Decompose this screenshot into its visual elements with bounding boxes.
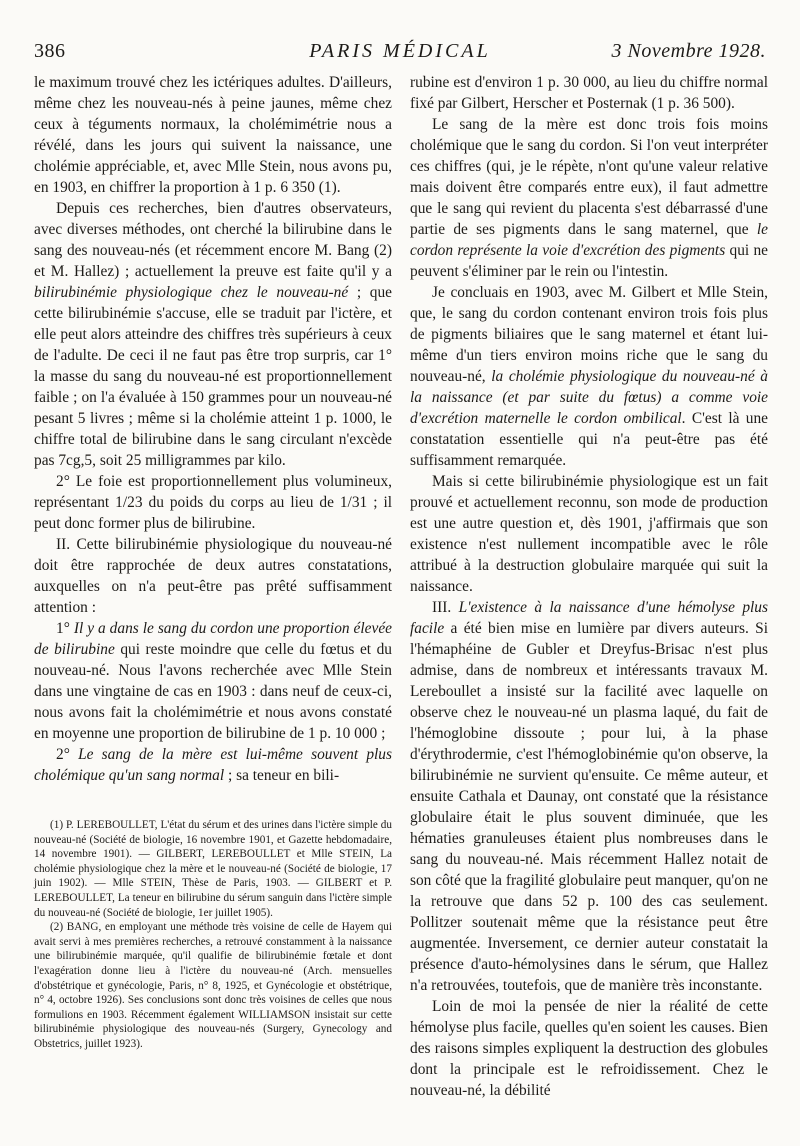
emphasis: bilirubinémie physiologique chez le nouveau-né [34,284,349,301]
emphasis: le cordon représente la voie d'excrétion des pigments [410,221,768,259]
footnote: (2) BANG, en employant une méthode très voisine de celle de Hayem qui avait servi à mes premières recherches, a retrouvé constamment à la naissance une bilirubinémie marquée, qu'il qualifie de bilirubinémie fœtale et dont l'exagération donne lieu à l'ictère du nouveau-né (Arch. mensuelles d'obstétrique et gynécologie, Paris, n° 8, 1925, et Gynécologie et obstétrique, n° 4, octobre 1926). Ses conclusions sont donc très voisines de celles que nous formulions en 1903. Récemment également WILLIAMSON insistait sur cette bilirubinémie physiologique des nouveau-nés (Surgery, Gynecology and Obstetrics, juillet 1923). [34,921,392,1050]
paragraph: 2° Le sang de la mère est lui-même souvent plus cholémique qu'un sang normal ; sa teneur en bili- [34,746,392,784]
page-number: 386 [34,40,66,62]
paragraph: III. L'existence à la naissance d'une hémolyse plus facile a été bien mise en lumière par divers auteurs. Si l'hémaphéine de Gubler et Dreyfus-Brisac n'est plus admise, dans de nombreux et intéressants travaux M. Lereboullet a insisté sur la facilité avec laquelle on observe chez le nouveau-né un plasma laqué, du fait de l'hémoglobine dissoute ; pour lui, à la phase d'érythrodermie, c'est l'hémoglobinémie qu'on observe, la bilirubinémie ne survient qu'ensuite. Ce même auteur, et ensuite Cathala et Daunay, ont constaté que la résistance globulaire était le plus souvent diminuée, que les hématies granuleuses étaient plus nombreuses dans le sang du nouveau-né. Mais récemment Hallez notait de son côté que la fragilité globulaire peut manquer, qu'on ne la retrouve que dans 52 p. 100 des cas seulement. Pollitzer soutenait même que la résistance peut être augmentée. Inversement, ce dernier auteur constatait la présence d'auto-hémolysines dans le sérum, que Hallez n'a retrouvées, toutefois, que de manière très inconstante. [410,599,768,994]
paragraph: Je concluais en 1903, avec M. Gilbert et Mlle Stein, que, le sang du cordon contenant environ trois fois plus de pigments biliaires que le sang maternel et étant lui-même d'un tiers environ moins riche que le sang du nouveau-né, la cholémie physiologique du nouveau-né à la naissance (et par suite du fœtus) a comme voie d'excrétion maternelle le cordon ombilical. C'est là une constatation essentielle qui n'a peut-être pas été suffisamment remarquée. [410,284,768,469]
footnotes [34,818,392,1052]
footnote: (1) P. LEREBOULLET, L'état du sérum et des urines dans l'ictère simple du nouveau-né (Société de biologie, 16 novembre 1901, et Gazette hebdomadaire, 14 novembre 1901). — GILBERT, LEREBOULLET et Mlle STEIN, La cholémie physiologique chez la mère et le nouveau-né (Société de biologie, 17 juin 1902). — Mlle STEIN, Thèse de Paris, 1903. — GILBERT et P. LEREBOULLET, La teneur en bilirubine du sérum sanguin dans l'ictère simple du nouveau-né (Société de biologie, 1er juillet 1905). [34,819,392,919]
paragraph: II. Cette bilirubinémie physiologique du nouveau-né doit être rapprochée de deux autres constatations, auxquelles on n'a peut-être pas prêté suffisamment attention : [34,536,392,616]
journal-title: PARIS MÉDICAL [309,40,491,62]
paragraph: 2° Le foie est proportionnellement plus volumineux, représentant 1/23 du poids du corps au lieu de 1/31 ; il peut donc former plus de bilirubine. [34,473,392,532]
paragraph: Loin de moi la pensée de nier la réalité de cette hémolyse plus facile, quelles qu'en soient les causes. Bien des raisons simples expliquent la destruction des globules dont la principale est le refroidissement. Chez le nouveau-né, la débilité [410,998,768,1099]
paragraph: Mais si cette bilirubinémie physiologique est un fait prouvé et actuellement reconnu, son mode de production est une autre question et, dès 1901, j'affirmais que son existence n'est nullement incompatible avec le rôle attribué à la destruction globulaire marquée qui suit la naissance. [410,473,768,595]
running-header [34,40,766,70]
paragraph: Le sang de la mère est donc trois fois moins cholémique que le sang du cordon. Si l'on veut interpréter ces chiffres (qui, je le répète, n'ont qu'une valeur relative mais doivent être comparés entre eux), il faut admettre que le sang qui revient du placenta s'est débarrassé d'une partie de ses pigments dans le sang maternel, que le cordon représente la voie d'excrétion des pigments qui ne peuvent s'éliminer par le rein ou l'intestin. [410,116,768,280]
right-column [410,72,768,1101]
emphasis: la cholémie physiologique du nouveau-né à la naissance (et par suite du fœtus) a comme voie d'excrétion maternelle le cordon ombilical [410,368,768,427]
emphasis: Le sang de la mère est lui-même souvent plus cholémique qu'un sang normal [34,746,392,784]
paragraph: le maximum trouvé chez les ictériques adultes. D'ailleurs, même chez les nouveau-nés à peine jaunes, même chez ceux à téguments normaux, la cholémimétrie nous a révélé, dans les jours qui suivent la naissance, une cholémie appréciable, et, avec Mlle Stein, nous avons pu, en 1903, en chiffrer la proportion à 1 p. 6 350 (1). [34,74,392,196]
left-column [34,72,392,786]
issue-date: 3 Novembre 1928. [611,40,766,62]
emphasis: Il y a dans le sang du cordon une proportion élevée de bilirubine [34,620,392,658]
emphasis: L'existence à la naissance d'une hémolyse plus facile [410,599,768,637]
paragraph: Depuis ces recherches, bien d'autres observateurs, avec diverses méthodes, ont cherché la bilirubine dans le sang des nouveau-nés (et récemment encore M. Bang (2) et M. Hallez) ; actuellement la preuve est faite qu'il y a bilirubinémie physiologique chez le nouveau-né ; que cette bilirubinémie s'accuse, elle se traduit par l'ictère, et elle peut alors atteindre des chiffres très supérieurs à ceux de l'adulte. De ceci il ne faut pas être trop surpris, car 1° la masse du sang du nouveau-né est proportionnellement faible ; on l'a évaluée à 150 grammes pour un nouveau-né pesant 5 livres ; même si la cholémie atteint 1 p. 1000, le chiffre total de bilirubine dans le sang circulant n'excède pas 7cg,5, soit 25 milligrammes par kilo. [34,200,392,469]
paragraph: rubine est d'environ 1 p. 30 000, au lieu du chiffre normal fixé par Gilbert, Herscher et Posternak (1 p. 36 500). [410,74,768,112]
paragraph: 1° Il y a dans le sang du cordon une proportion élevée de bilirubine qui reste moindre que celle du fœtus et du nouveau-né. Nous l'avons recherchée avec Mlle Stein dans une vingtaine de cas en 1903 : dans neuf de ceux-ci, nous avons fait la cholémimétrie et nous avons constaté en moyenne une proportion de bilirubine de 1 p. 10 000 ; [34,620,392,742]
